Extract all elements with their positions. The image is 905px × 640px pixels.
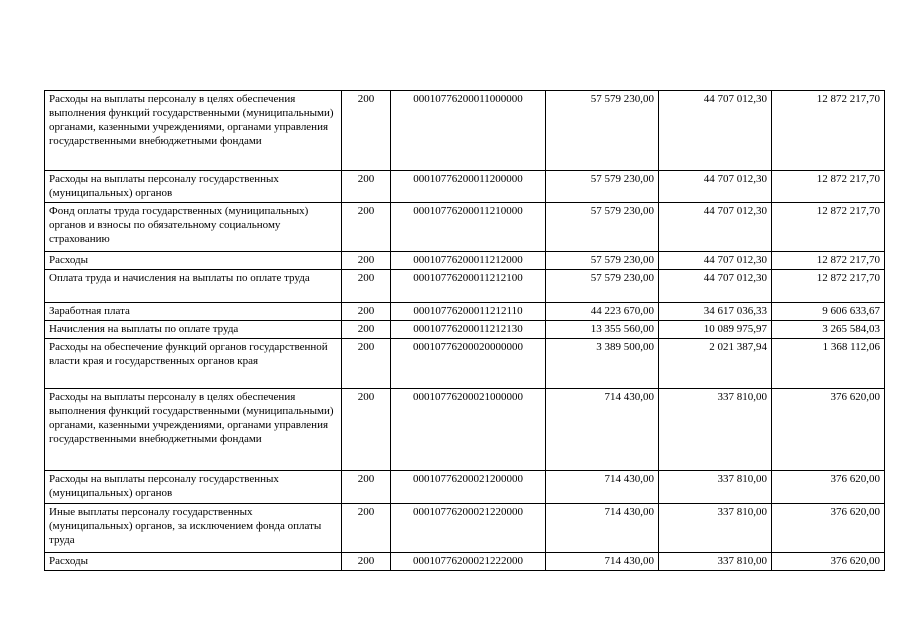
row-remaining: 376 620,00 — [772, 553, 885, 571]
row-remaining: 12 872 217,70 — [772, 91, 885, 171]
row-name: Расходы на выплаты персоналу государственных (муниципальных) органов — [45, 471, 342, 504]
row-approved: 13 355 560,00 — [546, 321, 659, 339]
row-approved: 57 579 230,00 — [546, 91, 659, 171]
row-executed: 2 021 387,94 — [659, 339, 772, 389]
table-row — [45, 270, 885, 303]
row-budget-code: 00010776200021220000 — [391, 504, 546, 553]
row-approved: 714 430,00 — [546, 553, 659, 571]
row-line-code: 200 — [342, 339, 391, 389]
budget-execution-table — [44, 90, 885, 571]
row-executed: 337 810,00 — [659, 553, 772, 571]
row-budget-code: 00010776200011200000 — [391, 171, 546, 203]
row-budget-code: 00010776200011000000 — [391, 91, 546, 171]
row-name: Расходы на выплаты персоналу государственных (муниципальных) органов — [45, 171, 342, 203]
row-name: Заработная плата — [45, 303, 342, 321]
row-budget-code: 00010776200011212000 — [391, 252, 546, 270]
row-name: Фонд оплаты труда государственных (муниципальных) органов и взносы по обязательному социальному страхованию — [45, 203, 342, 252]
row-budget-code: 00010776200011210000 — [391, 203, 546, 252]
row-line-code: 200 — [342, 203, 391, 252]
row-remaining: 376 620,00 — [772, 389, 885, 471]
row-budget-code: 00010776200021000000 — [391, 389, 546, 471]
row-name: Начисления на выплаты по оплате труда — [45, 321, 342, 339]
table-row — [45, 203, 885, 252]
table-row — [45, 553, 885, 571]
row-approved: 57 579 230,00 — [546, 171, 659, 203]
row-remaining: 12 872 217,70 — [772, 252, 885, 270]
row-line-code: 200 — [342, 252, 391, 270]
row-approved: 57 579 230,00 — [546, 252, 659, 270]
row-executed: 44 707 012,30 — [659, 91, 772, 171]
row-remaining: 376 620,00 — [772, 504, 885, 553]
row-name: Расходы на выплаты персоналу в целях обеспечения выполнения функций государственными (муниципальными) органами, казенными учреждениями, органами управления государственными внебюджетными фондами — [45, 389, 342, 471]
row-name: Иные выплаты персоналу государственных (муниципальных) органов, за исключением фонда оплаты труда — [45, 504, 342, 553]
row-name: Расходы на выплаты персоналу в целях обеспечения выполнения функций государственными (муниципальными) органами, казенными учреждениями, органами управления государственными внебюджетными фондами — [45, 91, 342, 171]
row-remaining: 12 872 217,70 — [772, 203, 885, 252]
row-executed: 34 617 036,33 — [659, 303, 772, 321]
table-row — [45, 303, 885, 321]
row-budget-code: 00010776200020000000 — [391, 339, 546, 389]
row-remaining: 376 620,00 — [772, 471, 885, 504]
row-line-code: 200 — [342, 171, 391, 203]
row-remaining: 1 368 112,06 — [772, 339, 885, 389]
row-name: Оплата труда и начисления на выплаты по оплате труда — [45, 270, 342, 303]
row-executed: 44 707 012,30 — [659, 171, 772, 203]
row-approved: 714 430,00 — [546, 471, 659, 504]
row-line-code: 200 — [342, 471, 391, 504]
row-executed: 44 707 012,30 — [659, 252, 772, 270]
table-row — [45, 471, 885, 504]
row-executed: 337 810,00 — [659, 389, 772, 471]
row-approved: 714 430,00 — [546, 504, 659, 553]
row-remaining: 12 872 217,70 — [772, 270, 885, 303]
row-approved: 57 579 230,00 — [546, 203, 659, 252]
row-approved: 57 579 230,00 — [546, 270, 659, 303]
row-name: Расходы на обеспечение функций органов государственной власти края и государственных органов края — [45, 339, 342, 389]
row-budget-code: 00010776200011212100 — [391, 270, 546, 303]
row-executed: 44 707 012,30 — [659, 270, 772, 303]
row-executed: 10 089 975,97 — [659, 321, 772, 339]
row-budget-code: 00010776200011212130 — [391, 321, 546, 339]
row-name: Расходы — [45, 553, 342, 571]
row-line-code: 200 — [342, 303, 391, 321]
row-remaining: 9 606 633,67 — [772, 303, 885, 321]
row-line-code: 200 — [342, 270, 391, 303]
row-approved: 714 430,00 — [546, 389, 659, 471]
row-line-code: 200 — [342, 553, 391, 571]
row-budget-code: 00010776200021222000 — [391, 553, 546, 571]
table-row — [45, 504, 885, 553]
row-approved: 44 223 670,00 — [546, 303, 659, 321]
row-line-code: 200 — [342, 91, 391, 171]
row-name: Расходы — [45, 252, 342, 270]
row-line-code: 200 — [342, 504, 391, 553]
row-executed: 44 707 012,30 — [659, 203, 772, 252]
table-row — [45, 339, 885, 389]
row-remaining: 12 872 217,70 — [772, 171, 885, 203]
row-budget-code: 00010776200021200000 — [391, 471, 546, 504]
table-row — [45, 389, 885, 471]
row-approved: 3 389 500,00 — [546, 339, 659, 389]
row-executed: 337 810,00 — [659, 504, 772, 553]
row-line-code: 200 — [342, 389, 391, 471]
table-row — [45, 171, 885, 203]
row-remaining: 3 265 584,03 — [772, 321, 885, 339]
row-executed: 337 810,00 — [659, 471, 772, 504]
table-row — [45, 252, 885, 270]
row-budget-code: 00010776200011212110 — [391, 303, 546, 321]
table-row — [45, 321, 885, 339]
row-line-code: 200 — [342, 321, 391, 339]
table-row — [45, 91, 885, 171]
